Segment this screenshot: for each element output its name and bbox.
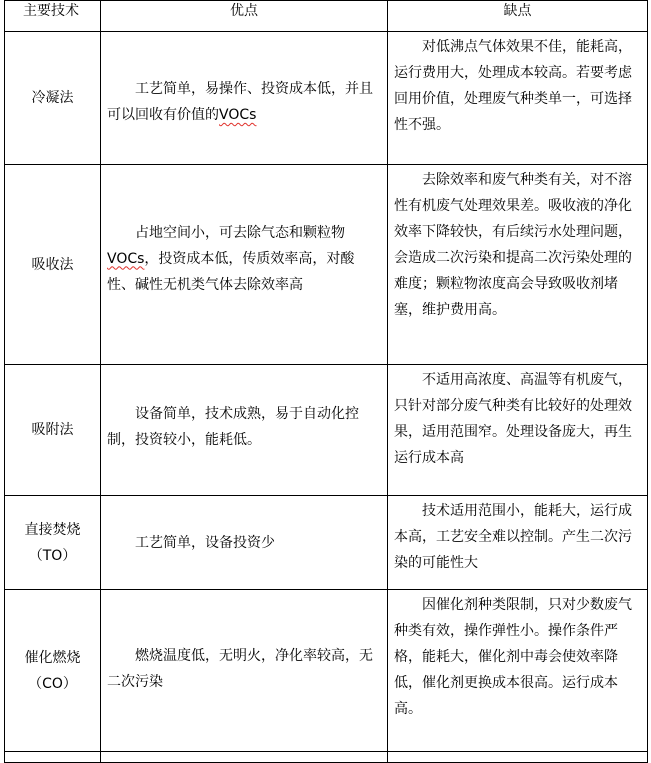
technology-name-line2: （CO） <box>28 675 77 692</box>
technology-name: 吸附法 <box>5 365 101 496</box>
technology-comparison-table <box>4 0 648 763</box>
spellcheck-marked-text: VOCs <box>219 107 257 123</box>
advantages-text: 设备简单，技术成熟，易于自动化控制，投资较小，能耗低。 <box>107 406 359 448</box>
technology-name <box>5 496 101 590</box>
advantages-cell <box>101 32 388 165</box>
advantages-cell <box>101 590 388 752</box>
disadvantages-cell <box>388 365 648 496</box>
advantages-text: 占地空间小，可去除气态和颗粒物 <box>135 224 345 241</box>
disadvantages-text: 对低沸点气体效果不佳，能耗高，运行费用大，处理成本较高。若要考虑回用价值，处理废气种类单一，可选择性不强。 <box>394 39 632 133</box>
technology-name: 吸收法 <box>5 165 101 365</box>
table-row-condensation <box>5 32 648 165</box>
table-row-catalytic-combustion <box>5 590 648 752</box>
advantages-text: 工艺简单，设备投资少 <box>135 534 275 551</box>
disadvantages-text: 因催化剂种类限制，只对少数废气种类有效，操作弹性小。操作条件严格，能耗大，催化剂中毒会使效率降低，催化剂更换成本很高。运行成本高。 <box>394 597 632 717</box>
advantages-cell <box>101 365 388 496</box>
advantages-text: 燃烧温度低，无明火，净化率较高，无二次污染 <box>107 647 373 690</box>
table-row-adsorption <box>5 365 648 496</box>
advantages-text: 工艺简单，易操作、投资成本低，并且可以回收有价值的 <box>107 81 373 123</box>
advantages-cell <box>101 496 388 590</box>
advantages-cell <box>101 165 388 365</box>
disadvantages-text: 去除效率和废气种类有关，对不溶性有机废气处理效果差。吸收液的净化效率下降较快，有后续污水处理问题，会造成二次污染和提高二次污染处理的难度；颗粒物浓度高会导致吸收剂堵塞，维护费用高。 <box>394 172 632 318</box>
technology-name: 冷凝法 <box>5 32 101 165</box>
disadvantages-cell <box>388 590 648 752</box>
table-row-cutoff <box>5 752 648 763</box>
technology-name <box>5 590 101 752</box>
disadvantages-cell <box>388 496 648 590</box>
spellcheck-marked-text: VOCs <box>107 250 145 267</box>
disadvantages-text: 技术适用范围小，能耗大，运行成本高，工艺安全难以控制。产生二次污染的可能性大 <box>394 503 632 571</box>
table-row-absorption <box>5 165 648 365</box>
table-row-direct-incineration <box>5 496 648 590</box>
header-advantages: 优点 <box>101 1 388 32</box>
cutoff-cell <box>388 752 648 763</box>
header-disadvantages: 缺点 <box>388 1 648 32</box>
advantages-text-tail: ，投资成本低，传质效率高，对酸性、碱性无机类气体去除效率高 <box>107 250 355 293</box>
technology-name-line2: （TO） <box>28 547 77 564</box>
header-main-technology: 主要技术 <box>5 1 101 32</box>
cutoff-cell <box>101 752 388 763</box>
technology-name-line1: 直接焚烧 <box>24 521 81 538</box>
disadvantages-text: 不适用高浓度、高温等有机废气，只针对部分废气种类有比较好的处理效果，适用范围窄。处理设备庞大，再生运行成本高 <box>394 372 632 466</box>
header-row <box>5 1 648 32</box>
technology-name-line1: 催化燃烧 <box>24 649 81 666</box>
cutoff-cell <box>5 752 101 763</box>
disadvantages-cell <box>388 32 648 165</box>
disadvantages-cell <box>388 165 648 365</box>
